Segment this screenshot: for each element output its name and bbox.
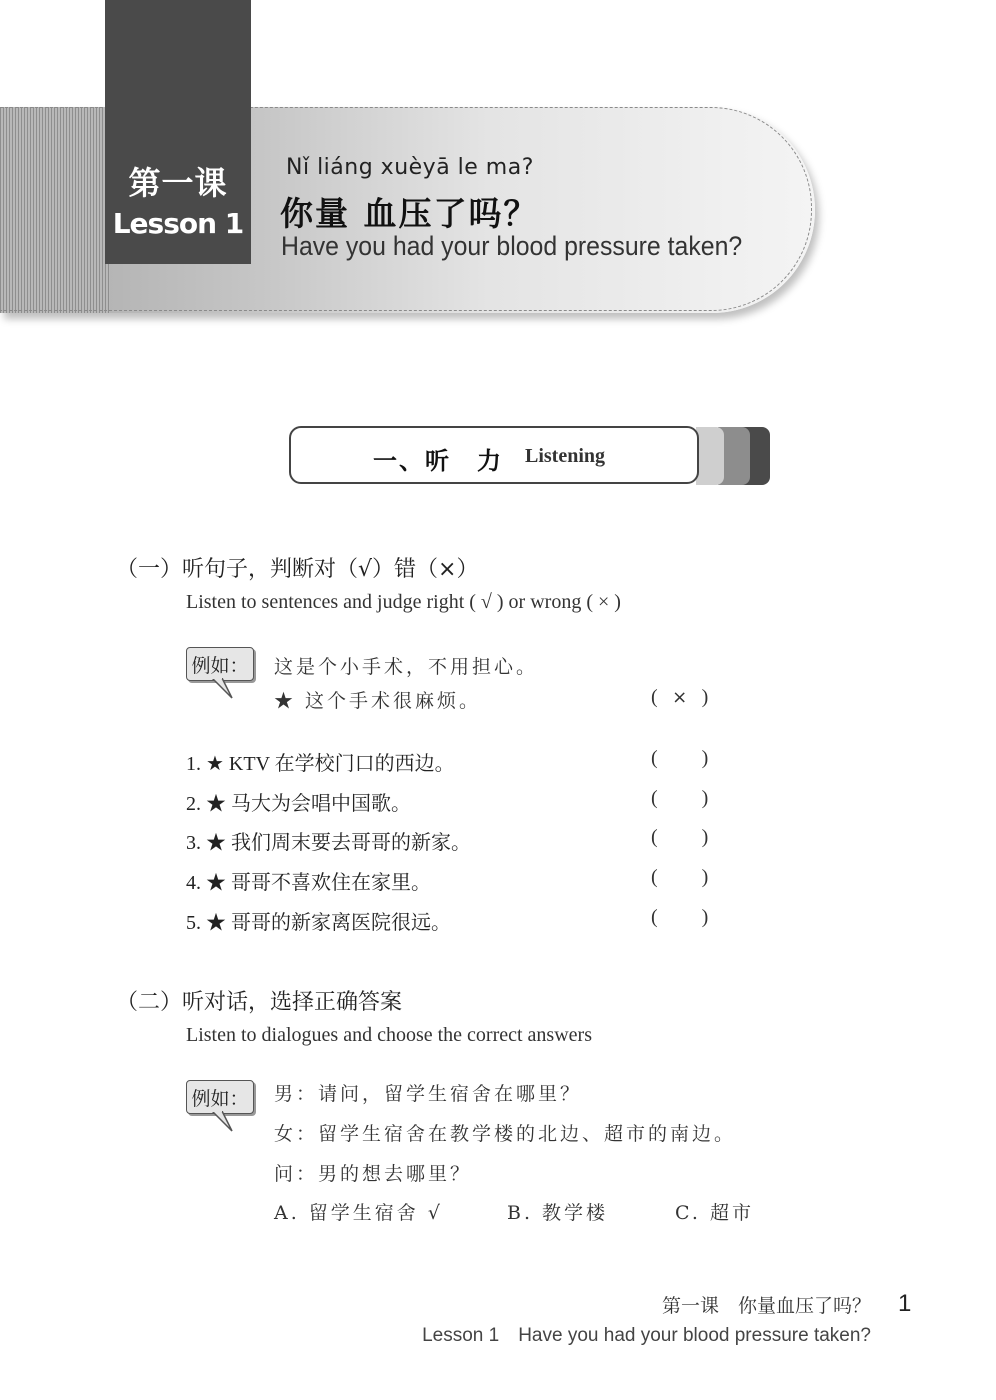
dialogue-question: 问：男的想去哪里？ — [274, 1163, 473, 1185]
speech-tail-icon — [212, 1111, 236, 1135]
section-title-en: Listening — [525, 445, 606, 467]
lesson-tab — [105, 0, 251, 264]
lesson-title-en: Have you had your blood pressure taken? — [281, 231, 743, 261]
example-answer-paren: ( × ) — [651, 686, 709, 708]
example-label: 例如： — [191, 655, 249, 677]
option-c: C. 超市 — [675, 1202, 754, 1224]
part2-subtitle: Listen to dialogues and choose the correct answers — [186, 1024, 592, 1046]
option-b: B. 教学楼 — [507, 1202, 609, 1224]
answer-blank[interactable]: ( ) — [651, 787, 709, 809]
example-sentence: 这是个小手术，不用担心。 — [274, 656, 539, 678]
example-answer: × — [672, 687, 688, 708]
example-statement: ★ 这个手术很麻烦。 — [274, 690, 482, 712]
answer-blank[interactable]: ( ) — [651, 747, 709, 769]
lesson-title-cn: 你量 血压了吗？ — [280, 194, 539, 233]
part2-title: （二）听对话，选择正确答案 — [116, 990, 403, 1015]
dialogue-woman: 女：留学生宿舍在教学楼的北边、超市的南边。 — [274, 1123, 737, 1145]
option-a: A. 留学生宿舍 √ — [274, 1202, 443, 1224]
speech-tail-icon — [212, 678, 236, 702]
list-item: 2. ★ 马大为会唱中国歌。 — [186, 793, 411, 815]
lesson-number-cn: 第一课 — [128, 164, 228, 202]
answer-blank[interactable]: ( ) — [651, 826, 709, 848]
footer-lesson-en: Lesson 1 Have you had your blood pressure taken? — [422, 1325, 871, 1346]
list-item: 1. ★ KTV 在学校门口的西边。 — [186, 753, 455, 775]
list-item: 5. ★ 哥哥的新家离医院很远。 — [186, 912, 451, 934]
part1-subtitle: Listen to sentences and judge right ( √ ) or wrong ( × ) — [186, 591, 621, 613]
list-item: 3. ★ 我们周末要去哥哥的新家。 — [186, 832, 471, 854]
part1-title: （一）听句子，判断对（√）错（×） — [116, 557, 479, 582]
example-bubble — [186, 647, 258, 689]
title-pinyin: Nǐ liáng xuèyā le ma? — [286, 155, 534, 180]
footer-lesson-cn: 第一课 你量血压了吗？ — [661, 1295, 871, 1317]
section-tab-light — [696, 427, 724, 485]
answer-blank[interactable]: ( ) — [651, 866, 709, 888]
example-label: 例如： — [191, 1088, 249, 1110]
section-title-cn: 一、听 力 — [373, 447, 503, 475]
page-number: 1 — [898, 1290, 912, 1317]
example-bubble — [186, 1080, 258, 1122]
dialogue-man: 男：请问，留学生宿舍在哪里？ — [274, 1083, 583, 1105]
lesson-number-en: Lesson 1 — [112, 207, 244, 240]
list-item: 4. ★ 哥哥不喜欢住在家里。 — [186, 872, 431, 894]
answer-blank[interactable]: ( ) — [651, 906, 709, 928]
